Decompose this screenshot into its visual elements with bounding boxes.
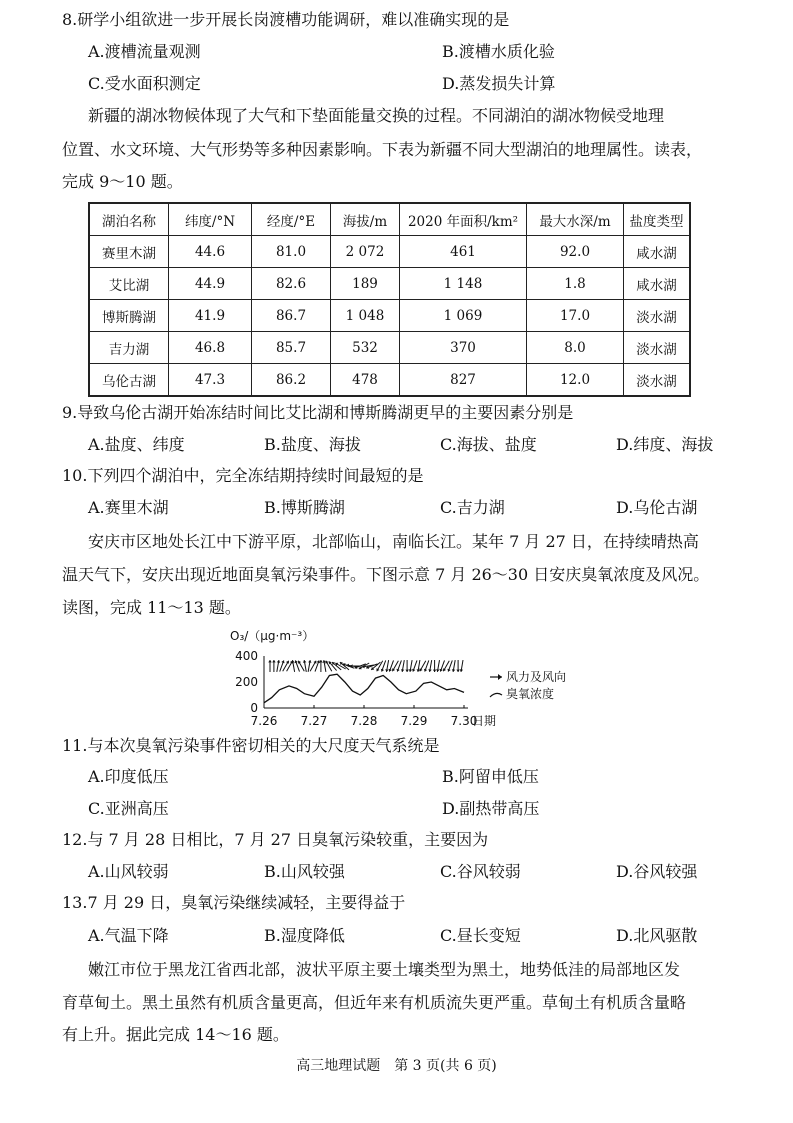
table-cell: 咸水湖 <box>624 236 691 268</box>
legend-arrowhead <box>498 674 502 680</box>
q13-option-b: B.湿度降低 <box>264 926 345 945</box>
table-cell: 17.0 <box>527 300 624 332</box>
x-axis-label: 日期 <box>472 714 497 728</box>
q9-option-a: A.盐度、纬度 <box>88 435 185 454</box>
wind-arrow <box>412 660 417 671</box>
passage3-line2: 育草甸土。黑土虽然有机质含量更高，但近年来有机质流失更严重。草甸土有机质含量略 <box>62 993 687 1012</box>
table-header: 盐度类型 <box>624 203 691 236</box>
y-tick-label: 200 <box>235 675 258 689</box>
q11-stem: 11.与本次臭氧污染事件密切相关的大尺度天气系统是 <box>62 736 440 755</box>
q8-option-d: D.蒸发损失计算 <box>442 74 556 93</box>
q8-option-b: B.渡槽水质化验 <box>442 42 555 61</box>
q12-option-a: A.山风较弱 <box>88 862 169 881</box>
q8-option-a: A.渡槽流量观测 <box>88 42 201 61</box>
q8-option-c: C.受水面积测定 <box>88 74 201 93</box>
wind-arrow <box>268 660 272 672</box>
wind-arrow <box>456 660 460 672</box>
table-header: 2020 年面积/km² <box>400 203 527 236</box>
wind-arrow <box>291 660 294 672</box>
table-header: 经度/°E <box>252 203 331 236</box>
wind-arrow <box>417 660 421 672</box>
table-row <box>89 300 690 332</box>
table-cell: 44.9 <box>169 268 252 300</box>
q11-option-d: D.副热带高压 <box>442 799 540 818</box>
legend-ozone-label: 臭氧浓度 <box>506 687 555 701</box>
table-cell: 淡水湖 <box>624 364 691 397</box>
y-axis-label: O₃/（μg·m⁻³） <box>230 629 315 643</box>
passage2-line1: 安庆市区地处长江中下游平原，北部临山，南临长江。某年 7 月 27 日，在持续晴热高 <box>88 532 699 551</box>
q9-option-b: B.盐度、海拔 <box>264 435 361 454</box>
wind-arrow <box>409 660 413 672</box>
wind-arrow <box>460 660 464 672</box>
wind-arrow <box>319 660 323 672</box>
wind-arrow <box>433 660 437 672</box>
table-cell: 44.6 <box>169 236 252 268</box>
table-cell: 82.6 <box>252 268 331 300</box>
lake-table <box>88 202 691 397</box>
page-footer: 高三地理试题 第 3 页(共 6 页) <box>296 1058 497 1074</box>
table-cell: 淡水湖 <box>624 300 691 332</box>
table-cell: 370 <box>400 332 527 364</box>
table-cell: 92.0 <box>527 236 624 268</box>
wind-arrow <box>385 660 389 672</box>
q10-option-c: C.吉力湖 <box>440 498 505 517</box>
table-cell: 86.2 <box>252 364 331 397</box>
q12-stem: 12.与 7 月 28 日相比，7 月 27 日臭氧污染较重，主要因为 <box>62 830 489 849</box>
y-tick-label: 400 <box>235 649 258 663</box>
table-cell: 8.0 <box>527 332 624 364</box>
table-header: 湖泊名称 <box>89 203 169 236</box>
passage1-line2: 位置、水文环境、大气形势等多种因素影响。下表为新疆不同大型湖泊的地理属性。读表， <box>62 140 703 159</box>
q8-stem: 8.研学小组欲进一步开展长岗渡槽功能调研，难以准确实现的是 <box>62 10 510 29</box>
table-cell: 532 <box>331 332 400 364</box>
table-cell: 81.0 <box>252 236 331 268</box>
q9-stem: 9.导致乌伦古湖开始冻结时间比艾比湖和博斯腾湖更早的主要因素分别是 <box>62 403 574 422</box>
passage1-line3: 完成 9～10 题。 <box>62 172 183 191</box>
legend-ozone-symbol <box>490 693 502 697</box>
q10-option-d: D.乌伦古湖 <box>616 498 698 517</box>
table-cell: 47.3 <box>169 364 252 397</box>
x-tick-label: 7.29 <box>400 714 428 728</box>
passage3-line1: 嫩江市位于黑龙江省西北部，波状平原主要土壤类型为黑土，地势低洼的局部地区发 <box>88 960 681 979</box>
q9-option-c: C.海拔、盐度 <box>440 435 537 454</box>
ozone-series-line <box>264 674 464 703</box>
wind-arrow <box>277 660 281 672</box>
table-cell: 85.7 <box>252 332 331 364</box>
wind-arrow <box>428 660 432 672</box>
table-cell: 淡水湖 <box>624 332 691 364</box>
q13-option-d: D.北风驱散 <box>616 926 698 945</box>
wind-arrow <box>401 660 404 672</box>
q13-option-a: A.气温下降 <box>88 926 169 945</box>
q10-option-b: B.博斯腾湖 <box>264 498 345 517</box>
q11-option-a: A.印度低压 <box>88 767 169 786</box>
table-cell: 艾比湖 <box>89 268 169 300</box>
q11-option-b: B.阿留申低压 <box>442 767 539 786</box>
table-cell: 赛里木湖 <box>89 236 169 268</box>
table-cell: 827 <box>400 364 527 397</box>
table-cell: 461 <box>400 236 527 268</box>
table-row <box>89 332 690 364</box>
table-cell: 1 069 <box>400 300 527 332</box>
table-cell: 博斯腾湖 <box>89 300 169 332</box>
table-row <box>89 268 690 300</box>
q11-option-c: C.亚洲高压 <box>88 799 169 818</box>
table-cell: 189 <box>331 268 400 300</box>
q10-stem: 10.下列四个湖泊中，完全冻结期持续时间最短的是 <box>62 466 424 485</box>
table-header: 最大水深/m <box>527 203 624 236</box>
table-cell: 乌伦古湖 <box>89 364 169 397</box>
table-cell: 1 148 <box>400 268 527 300</box>
table-cell: 12.0 <box>527 364 624 397</box>
table-row <box>89 364 690 397</box>
table-cell: 1 048 <box>331 300 400 332</box>
q12-option-c: C.谷风较弱 <box>440 862 521 881</box>
y-tick-label: 0 <box>250 701 258 715</box>
q13-stem: 13.7 月 29 日，臭氧污染继续减轻，主要得益于 <box>62 893 406 912</box>
table-cell: 咸水湖 <box>624 268 691 300</box>
passage3-line3: 有上升。据此完成 14～16 题。 <box>62 1025 289 1044</box>
table-cell: 46.8 <box>169 332 252 364</box>
q12-option-b: B.山风较强 <box>264 862 345 881</box>
ozone-chart <box>228 626 567 736</box>
wind-arrow <box>272 660 276 672</box>
table-cell: 吉力湖 <box>89 332 169 364</box>
x-tick-label: 7.26 <box>250 714 278 728</box>
x-tick-label: 7.30 <box>450 714 478 728</box>
table-row <box>89 236 690 268</box>
wind-arrow <box>405 660 409 672</box>
table-header: 海拔/m <box>331 203 400 236</box>
table-cell: 86.7 <box>252 300 331 332</box>
wind-arrow <box>452 660 456 672</box>
passage2-line2: 温天气下，安庆出现近地面臭氧污染事件。下图示意 7 月 26～30 日安庆臭氧浓度及风况。 <box>62 565 710 584</box>
q13-option-c: C.昼长变短 <box>440 926 521 945</box>
legend-wind-label: 风力及风向 <box>506 670 567 684</box>
passage2-line3: 读图，完成 11～13 题。 <box>62 598 241 617</box>
x-tick-label: 7.27 <box>300 714 328 728</box>
table-header-row <box>89 203 690 236</box>
q10-option-a: A.赛里木湖 <box>88 498 169 517</box>
wind-arrow <box>436 660 440 672</box>
q9-option-d: D.纬度、海拔 <box>616 435 714 454</box>
wind-arrow <box>323 660 327 672</box>
table-cell: 2 072 <box>331 236 400 268</box>
table-header: 纬度/°N <box>169 203 252 236</box>
table-cell: 478 <box>331 364 400 397</box>
x-tick-label: 7.28 <box>350 714 378 728</box>
legend <box>490 669 566 701</box>
q12-option-d: D.谷风较强 <box>616 862 698 881</box>
passage1-line1: 新疆的湖冰物候体现了大气和下垫面能量交换的过程。不同湖泊的湖冰物候受地理 <box>88 106 665 125</box>
table-cell: 41.9 <box>169 300 252 332</box>
table-cell: 1.8 <box>527 268 624 300</box>
